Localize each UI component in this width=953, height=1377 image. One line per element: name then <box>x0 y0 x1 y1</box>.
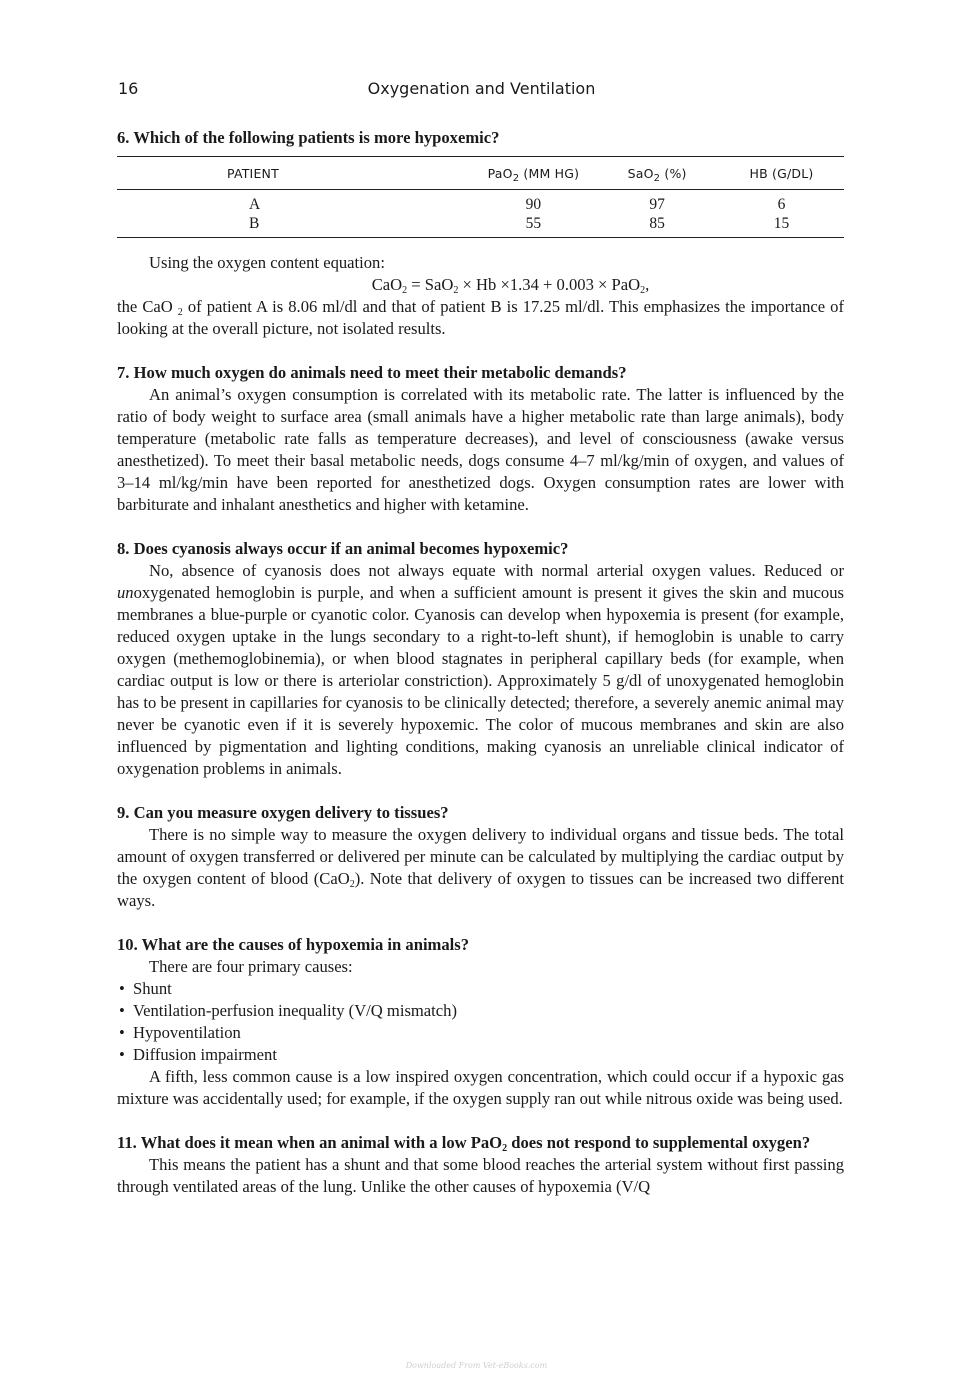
equation-intro: Using the oxygen content equation: <box>149 253 385 272</box>
question-8-heading <box>117 538 844 560</box>
list-item: • Ventilation-perfusion inequality (V/Q mismatch) <box>117 1000 844 1022</box>
patient-comparison-table <box>117 156 844 238</box>
question-10-followup: A fifth, less common cause is a low inspired oxygen concentration, which could occur if a hypoxic gas mixture was accidentally used; for example, if the oxygen supply ran out while nitrous oxide was being used. <box>117 1067 844 1108</box>
page-content <box>117 127 844 1198</box>
question-11-heading <box>117 1132 844 1154</box>
list-item: • Shunt <box>117 978 844 1000</box>
download-watermark: Downloaded From Vet-eBooks.com <box>405 1361 548 1370</box>
question-9-answer: There is no simple way to measure the oxygen delivery to individual organs and tissue beds. The total amount of oxygen transferred or delivered per minute can be calculated by multiplying the cardiac output by the oxygen content of blood (CaO$_2$). Note that delivery of oxygen to tissues can be increased two different ways. <box>117 825 844 910</box>
question-6-heading <box>117 127 844 149</box>
question-11-answer: This means the patient has a shunt and that some blood reaches the arterial system without first passing through ventilated areas of the lung. Unlike the other causes of hypoxemia (V/Q <box>117 1155 844 1196</box>
cell-hb: 6 <box>777 196 786 213</box>
question-7-heading <box>117 362 844 384</box>
question-6-answer: the CaO $_2$ of patient A is 8.06 ml/dl and that of patient B is 17.25 ml/dl. This emphasizes the importance of looking at the overall picture, not isolated results. <box>117 297 844 338</box>
question-7-number: 7. <box>117 363 130 382</box>
question-10-intro: There are four primary causes: <box>149 957 353 976</box>
list-item: • Hypoventilation <box>117 1022 844 1044</box>
question-6-text: Which of the following patients is more hypoxemic? <box>133 128 500 147</box>
table-row <box>117 214 844 238</box>
column-header-sao2: SaO$_2$ (%) <box>595 157 719 190</box>
question-7-text: How much oxygen do animals need to meet their metabolic demands? <box>133 363 627 382</box>
question-11-text: What does it mean when an animal with a low PaO$_2$ does not respond to supplemental oxygen? <box>140 1133 811 1154</box>
question-6-number: 6. <box>117 128 130 147</box>
column-header-hb: HB (G/DL) <box>719 157 844 190</box>
cell-pao2: 90 <box>525 196 542 213</box>
hypoxemia-causes-list <box>117 978 844 1066</box>
question-7-answer: An animal’s oxygen consumption is correlated with its metabolic rate. The latter is influenced by the ratio of body weight to surface area (small animals have a higher metabolic rate than large animals), body temperature (metabolic rate falls as temperature decreases), and level of consciousness (awake versus anesthetized). To meet their basal metabolic needs, dogs consume 4–7 ml/kg/min of oxygen, and values of 3–14 ml/kg/min have been reported for anesthetized dogs. Oxygen consumption rates are lower with barbiturate and inhalant anesthetics and higher with ketamine. <box>117 385 844 514</box>
cell-patient: A <box>249 196 261 213</box>
question-9-text: Can you measure oxygen delivery to tissues? <box>133 803 449 822</box>
cell-pao2: 55 <box>472 214 596 238</box>
column-header-pao2: PaO$_2$ (MM HG) <box>472 157 596 190</box>
question-10-number: 10. <box>117 935 138 954</box>
cell-patient: B <box>117 214 472 238</box>
question-9-number: 9. <box>117 803 130 822</box>
running-head <box>118 78 845 102</box>
cell-hb: 15 <box>719 214 844 238</box>
running-title: Oxygenation and Ventilation <box>367 79 596 98</box>
question-8-text: Does cyanosis always occur if an animal becomes hypoxemic? <box>133 539 569 558</box>
question-8-answer: No, absence of cyanosis does not always equate with normal arterial oxygen values. Reduced or unoxygenated hemoglobin is purple, and when a sufficient amount is present it gives the skin and mucous membranes a blue-purple or cyanotic color. Cyanosis can develop when hypoxemia is present (for example, reduced oxygen uptake in the lungs secondary to a right-to-left shunt), if hemoglobin is unable to carry oxygen (methemoglobinemia), or when blood stagnates in peripheral capillary beds (for example, when cardiac output is low or there is arteriolar constriction). Approximately 5 g/dl of unoxygenated hemoglobin has to be present in capillaries for cyanosis to be clinically detected; therefore, a severely anemic animal may never be cyanotic even if it is severely hypoxemic. The color of mucous membranes and skin are also influenced by pigmentation and lighting conditions, making cyanosis an unreliable clinical indicator of oxygenation problems in animals. <box>117 561 844 778</box>
question-10-text: What are the causes of hypoxemia in animals? <box>141 935 470 954</box>
question-9-heading <box>117 802 844 824</box>
list-item: • Diffusion impairment <box>117 1044 844 1066</box>
question-11-number: 11. <box>117 1133 137 1152</box>
oxygen-content-equation: CaO$_2$ = SaO$_2$ × Hb ×1.34 + 0.003 × PaO$_2$, <box>371 275 650 296</box>
page-number: 16 <box>118 79 139 98</box>
cell-sao2: 97 <box>649 196 665 213</box>
cell-sao2: 85 <box>595 214 719 238</box>
question-10-heading <box>117 934 844 956</box>
question-8-number: 8. <box>117 539 130 558</box>
table-row <box>117 190 844 215</box>
column-header-patient: PATIENT <box>117 157 472 190</box>
table-header-row <box>117 157 844 190</box>
